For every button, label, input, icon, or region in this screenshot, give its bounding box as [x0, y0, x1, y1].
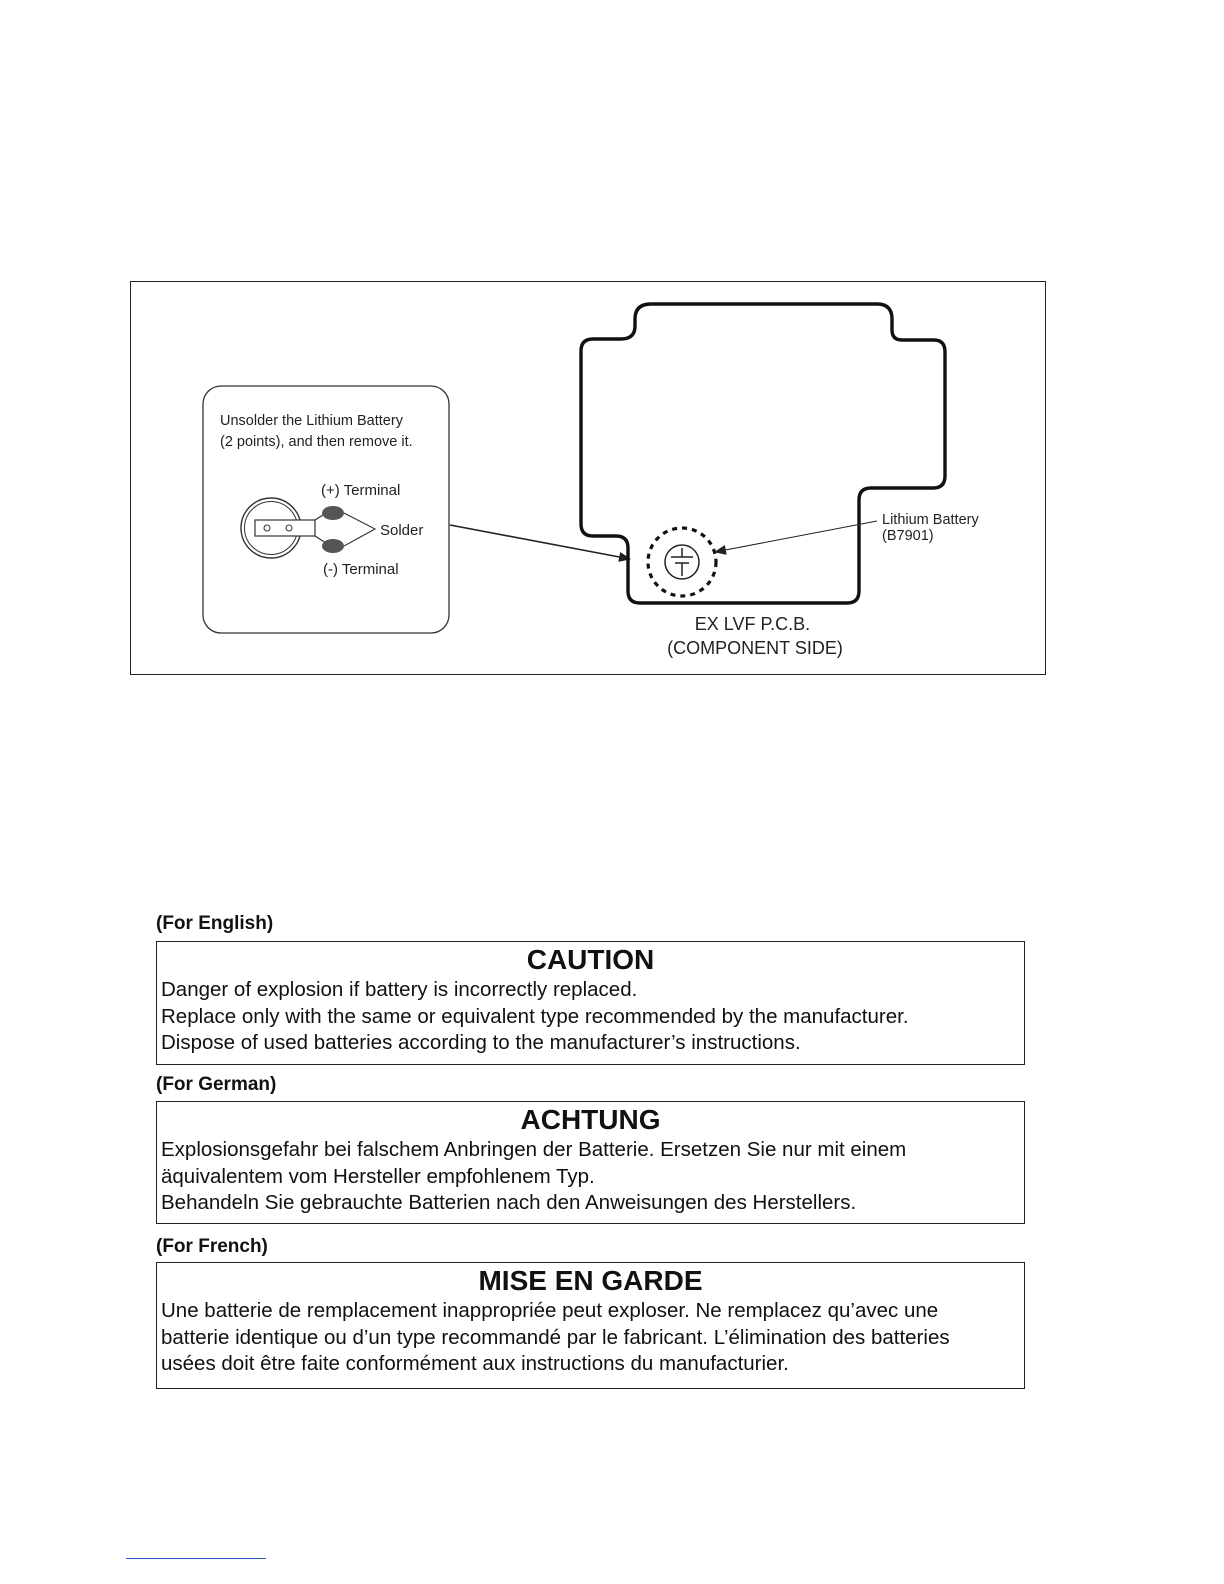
battery-label-line-1: Lithium Battery: [882, 512, 979, 528]
battery-symbol-icon: [665, 545, 699, 579]
plus-terminal-label: (+) Terminal: [321, 482, 401, 499]
english-caution-line: Dispose of used batteries according to the manufacturer’s instructions.: [161, 1031, 801, 1054]
callout-text: [220, 413, 413, 450]
english-language-label: (For English): [156, 913, 274, 934]
callout-arrow: [450, 525, 630, 559]
english-caution-line: Danger of explosion if battery is incorrectly replaced.: [161, 978, 638, 1001]
coin-battery-icon: [241, 498, 326, 558]
german-language-label: (For German): [156, 1074, 277, 1095]
english-caution-box: [156, 941, 1025, 1065]
battery-leader-line: [715, 521, 877, 552]
pcb-label: [667, 614, 843, 658]
pcb-label-line-2: (COMPONENT SIDE): [667, 638, 843, 658]
solder-point-minus: [322, 539, 344, 553]
english-caution-line: Replace only with the same or equivalent type recommended by the manufacturer.: [161, 1004, 909, 1028]
german-caution-title: ACHTUNG: [520, 1104, 661, 1135]
battery-label: [882, 512, 983, 544]
english-caution-title: CAUTION: [526, 944, 655, 975]
solder-label: Solder: [380, 522, 424, 539]
french-language-label: (For French): [156, 1236, 268, 1257]
callout-line-2: (2 points), and then remove it.: [220, 434, 413, 450]
french-caution-line: usées doit être faite conformément aux instructions du manufacturier.: [161, 1352, 789, 1375]
pcb-label-line-1: EX LVF P.C.B.: [694, 614, 811, 634]
pcb-outline: [581, 304, 945, 603]
battery-location-marker: [648, 528, 716, 596]
german-caution-line: Behandeln Sie gebrauchte Batterien nach den Anweisungen des Herstellers.: [161, 1191, 857, 1214]
french-caution-line: batterie identique ou d’un type recommandé par le fabricant. L’élimination des batteries: [161, 1325, 950, 1349]
diagram-svg: [131, 282, 1047, 676]
german-caution-box: [156, 1101, 1025, 1224]
footer-rule: [126, 1558, 266, 1559]
german-caution-line: Explosionsgefahr bei falschem Anbringen der Batterie. Ersetzen Sie nur mit einem: [161, 1138, 907, 1161]
solder-point-plus: [322, 506, 344, 520]
french-caution-line: Une batterie de remplacement inappropriée peut exploser. Ne remplacez qu’avec une: [161, 1299, 939, 1322]
battery-removal-diagram: [130, 281, 1046, 675]
minus-terminal-label: (-) Terminal: [323, 561, 399, 578]
callout-line-1: Unsolder the Lithium Battery: [220, 413, 403, 429]
german-caution-line: äquivalentem vom Hersteller empfohlenem Typ.: [161, 1164, 595, 1188]
battery-label-line-2: (B7901): [882, 528, 934, 544]
french-caution-title: MISE EN GARDE: [478, 1265, 703, 1296]
french-caution-box: [156, 1262, 1025, 1389]
solder-pointer-lines: [344, 513, 375, 546]
